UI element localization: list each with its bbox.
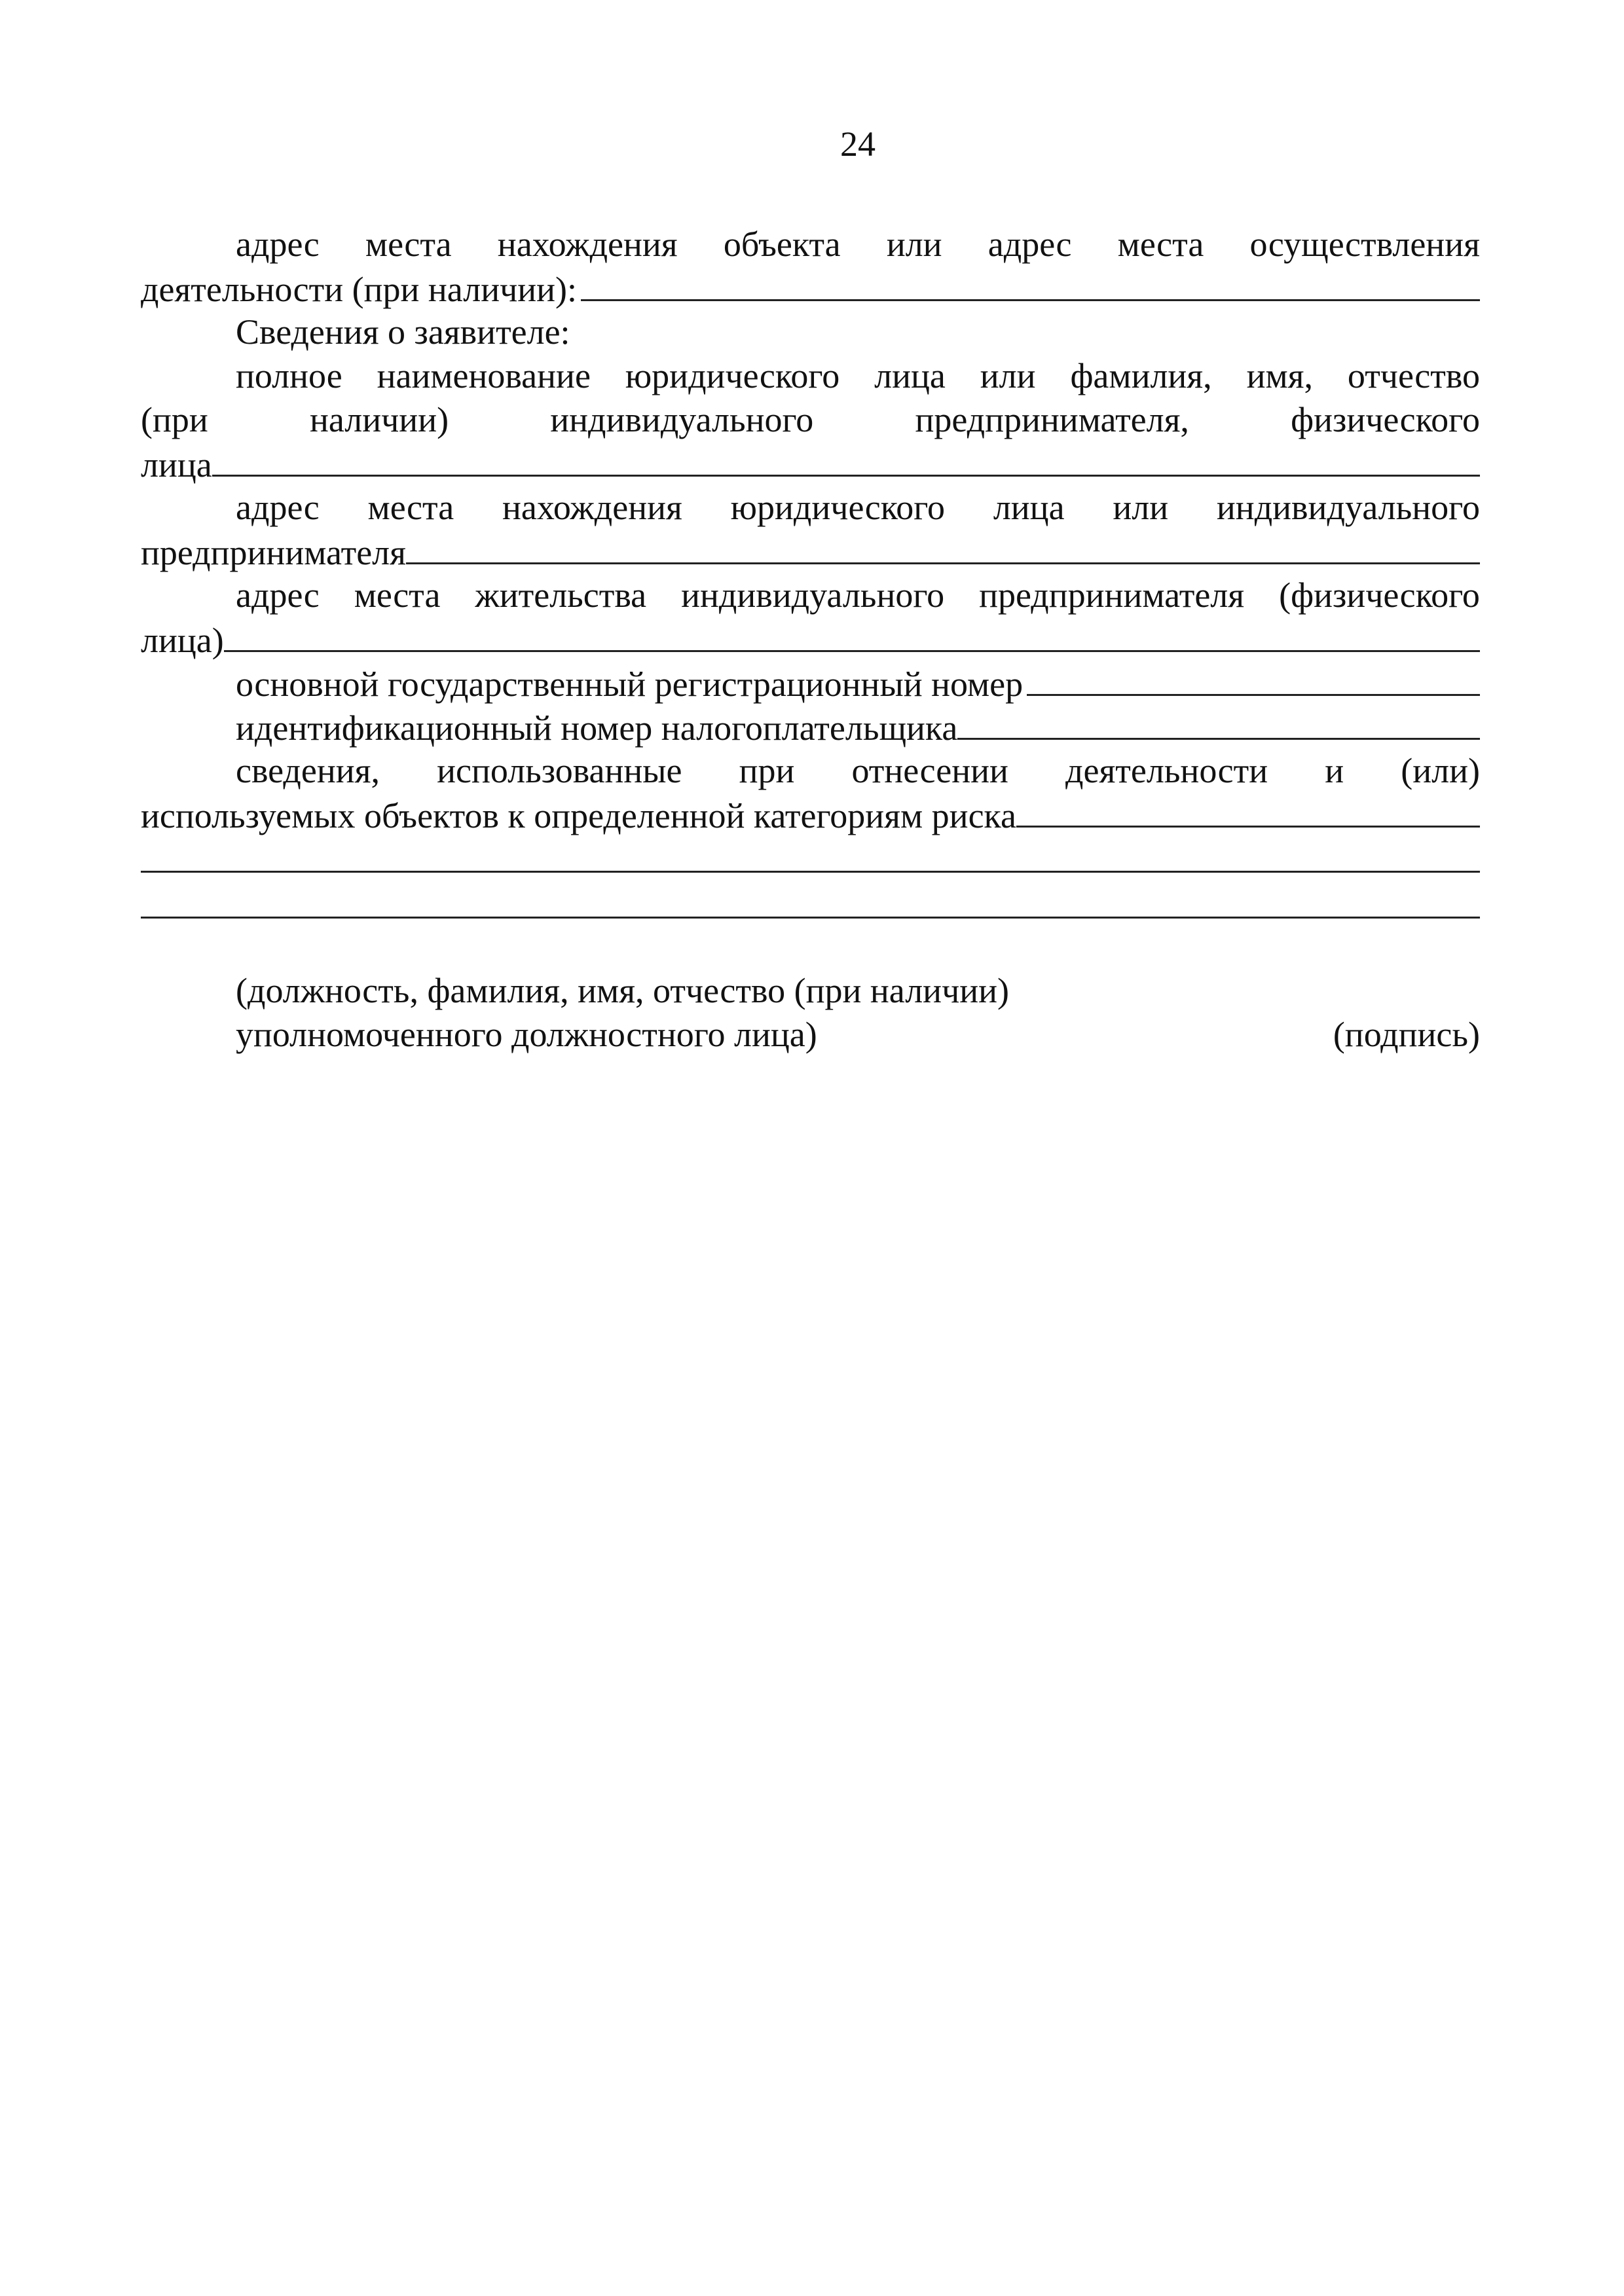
- legal-address-label-line2: предпринимателя: [141, 533, 406, 572]
- word: лица: [993, 488, 1065, 527]
- object-address-label-line1: [141, 223, 1480, 266]
- word: адрес: [987, 225, 1072, 264]
- word: наименование: [377, 356, 591, 395]
- word: наличии): [309, 400, 449, 439]
- full-name-blank[interactable]: [212, 442, 1480, 477]
- residence-address-field: [141, 617, 1480, 661]
- risk-info-extra-line-2[interactable]: [141, 883, 1480, 919]
- ogrn-blank[interactable]: [1027, 661, 1480, 696]
- word: использованные: [437, 751, 682, 790]
- ogrn-field: [141, 661, 1480, 705]
- word: адрес: [236, 488, 320, 527]
- risk-info-label-line2: используемых объектов к определенной категориям риска: [141, 796, 1016, 835]
- object-address-blank[interactable]: [581, 266, 1480, 301]
- residence-address-blank[interactable]: [224, 617, 1480, 652]
- word: и: [1325, 751, 1344, 790]
- object-address-field: [141, 266, 1480, 310]
- signature-block: [236, 969, 1480, 1057]
- word: осуществления: [1249, 225, 1480, 264]
- word: адрес: [236, 225, 320, 264]
- word: деятельности: [1065, 751, 1268, 790]
- full-name-label-line2: [141, 398, 1480, 442]
- inn-blank[interactable]: [957, 705, 1480, 740]
- word: или: [886, 225, 942, 264]
- risk-info-field: [141, 793, 1480, 837]
- word: физического: [1291, 400, 1480, 439]
- word: полное: [236, 356, 342, 395]
- word: (физического: [1279, 575, 1480, 615]
- word: (при: [141, 400, 208, 439]
- inn-label: идентификационный номер налогоплательщика: [236, 708, 958, 748]
- word: нахождения: [502, 488, 682, 527]
- word: отнесении: [851, 751, 1008, 790]
- form-body: [141, 223, 1480, 928]
- page-number: 24: [840, 124, 876, 164]
- word: объекта: [723, 225, 841, 264]
- word: юридического: [730, 488, 946, 527]
- signature-row-1: [236, 969, 1480, 1013]
- word: места: [354, 575, 441, 615]
- word: юридического: [625, 356, 840, 395]
- word: нахождения: [497, 225, 678, 264]
- ogrn-label: основной государственный регистрационный номер: [236, 665, 1024, 704]
- word: сведения,: [236, 751, 380, 790]
- word: имя,: [1246, 356, 1313, 395]
- legal-address-field: [141, 530, 1480, 574]
- word: адрес: [236, 575, 320, 615]
- legal-address-label-line1: [141, 486, 1480, 530]
- official-caption-line1: (должность, фамилия, имя, отчество (при наличии): [236, 971, 1010, 1010]
- word: при: [739, 751, 795, 790]
- full-name-label-line1: [141, 354, 1480, 398]
- word: или: [1113, 488, 1169, 527]
- residence-address-label-line1: [141, 574, 1480, 617]
- full-name-field: [141, 442, 1480, 486]
- word: предпринимателя,: [915, 400, 1189, 439]
- risk-info-blank[interactable]: [1016, 793, 1480, 828]
- word: лица: [874, 356, 946, 395]
- residence-address-label-line2: лица): [141, 621, 224, 660]
- object-address-label-line2: деятельности (при наличии):: [141, 270, 578, 309]
- word: или: [980, 356, 1036, 395]
- word: жительства: [475, 575, 647, 615]
- word: фамилия,: [1070, 356, 1212, 395]
- applicant-heading: Сведения о заявителе:: [236, 312, 570, 352]
- risk-info-label-line1: [141, 749, 1480, 793]
- legal-address-blank[interactable]: [406, 530, 1480, 564]
- signature-row-2: [236, 1013, 1480, 1057]
- official-caption-line2: уполномоченного должностного лица): [236, 1015, 817, 1054]
- word: предпринимателя: [979, 575, 1245, 615]
- word: места: [365, 225, 452, 264]
- word: места: [1117, 225, 1204, 264]
- word: индивидуального: [550, 400, 814, 439]
- full-name-label-line3: лица: [141, 445, 212, 484]
- word: индивидуального: [1216, 488, 1480, 527]
- risk-info-extra-line-1[interactable]: [141, 837, 1480, 873]
- signature-caption: (подпись): [1333, 1015, 1480, 1054]
- word: (или): [1401, 751, 1480, 790]
- inn-field: [141, 705, 1480, 749]
- word: индивидуального: [681, 575, 945, 615]
- word: места: [367, 488, 454, 527]
- word: отчество: [1347, 356, 1480, 395]
